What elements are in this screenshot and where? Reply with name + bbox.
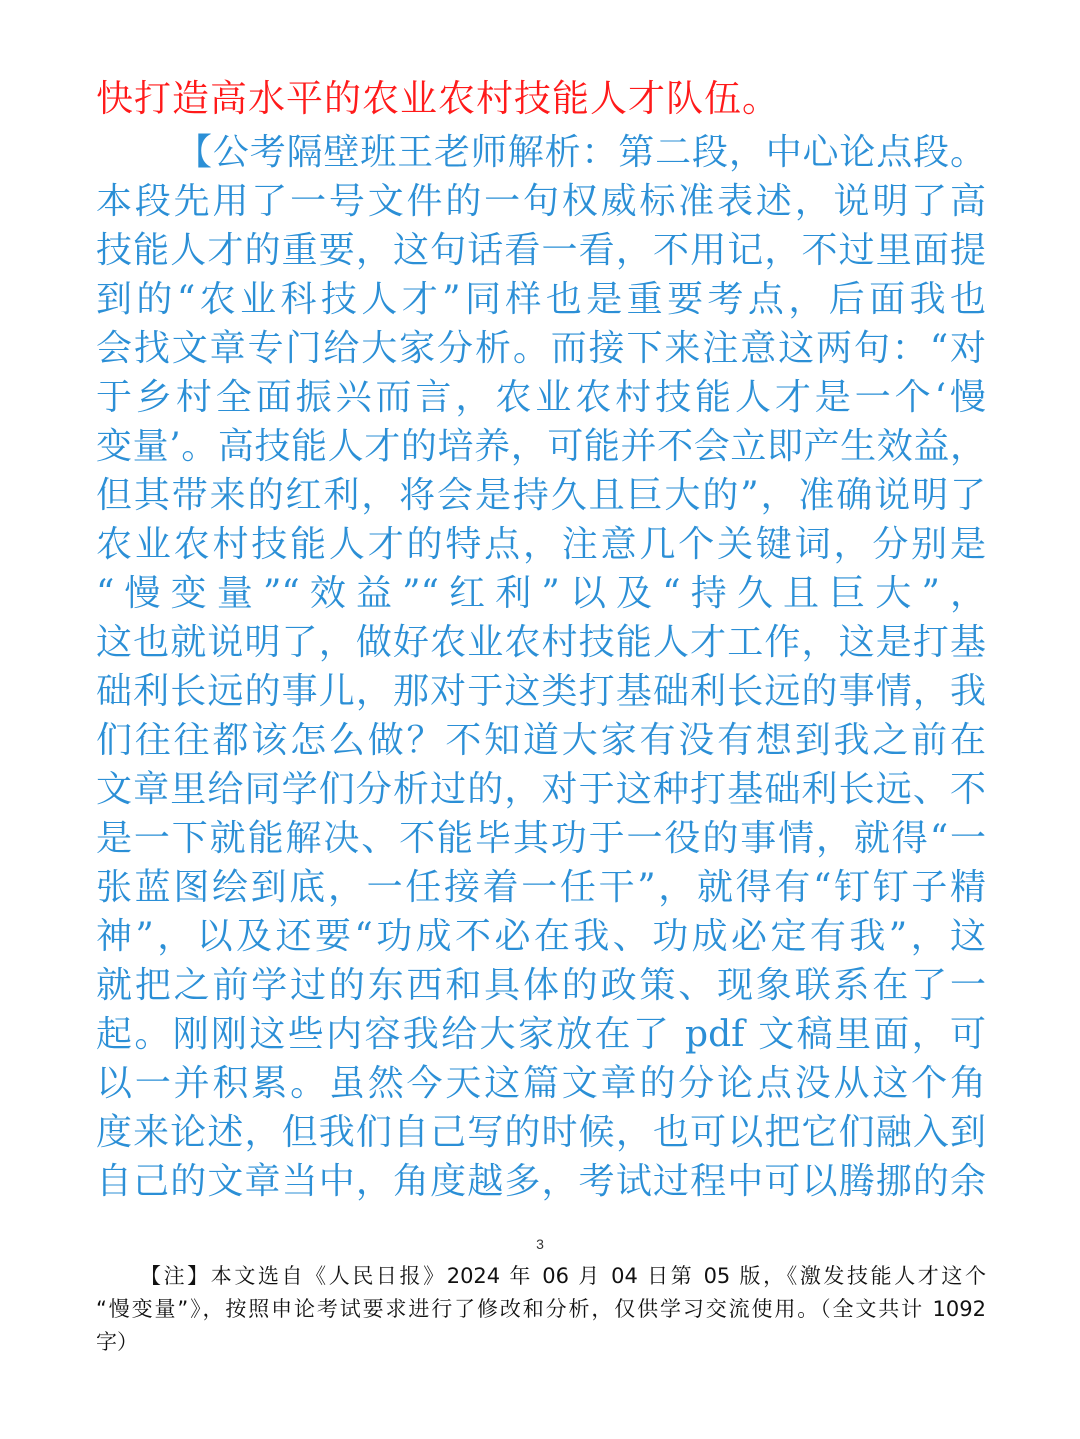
analysis-line: 变量’。高技能人才的培养，可能并不会立即产生效益， xyxy=(96,426,986,467)
analysis-line: 本段先用了一号文件的一句权威标准表述，说明了高 xyxy=(96,181,986,222)
analysis-paragraph xyxy=(96,128,986,1206)
analysis-line: 张蓝图绘到底，一任接着一任干”，就得有“钉钉子精 xyxy=(96,867,986,908)
analysis-line: 自己的文章当中，角度越多，考试过程中可以腾挪的余 xyxy=(96,1161,986,1202)
page-number: 3 xyxy=(536,1236,544,1252)
analysis-line: 于乡村全面振兴而言，农业农村技能人才是一个‘慢 xyxy=(96,377,986,418)
note-line: 【注】本文选自《人民日报》2024 年 06 月 04 日第 05 版，《激发技能人才这个 xyxy=(140,1264,986,1288)
analysis-line: 们往往都该怎么做？不知道大家有没有想到我之前在 xyxy=(96,720,986,761)
analysis-line: 到的“农业科技人才”同样也是重要考点，后面我也 xyxy=(96,279,986,320)
analysis-line: “慢变量”“效益”“红利”以及“持久且巨大”， xyxy=(96,573,986,614)
analysis-line: 础利长远的事儿，那对于这类打基础利长远的事情，我 xyxy=(96,671,986,712)
analysis-line: 但其带来的红利，将会是持久且巨大的”，准确说明了 xyxy=(96,475,986,516)
note-line: 字） xyxy=(96,1330,138,1354)
analysis-line: 文章里给同学们分析过的，对于这种打基础利长远、不 xyxy=(96,769,986,810)
analysis-line: 以一并积累。虽然今天这篇文章的分论点没从这个角 xyxy=(96,1063,986,1104)
analysis-line: 【公考隔壁班王老师解析：第二段，中心论点段。 xyxy=(176,132,986,173)
analysis-line: 技能人才的重要，这句话看一看，不用记，不过里面提 xyxy=(96,230,986,271)
analysis-line: 是一下就能解决、不能毕其功于一役的事情，就得“一 xyxy=(96,818,986,859)
analysis-line: 神”，以及还要“功成不必在我、功成必定有我”，这 xyxy=(96,916,986,957)
analysis-line: 这也就说明了，做好农业农村技能人才工作，这是打基 xyxy=(96,622,986,663)
analysis-line: 农业农村技能人才的特点，注意几个关键词，分别是 xyxy=(96,524,986,565)
analysis-line: 起。刚刚这些内容我给大家放在了 pdf 文稿里面，可 xyxy=(96,1014,986,1055)
source-note xyxy=(96,1260,986,1359)
analysis-line: 会找文章专门给大家分析。而接下来注意这两句：“对 xyxy=(96,328,986,369)
note-line: “慢变量”》，按照申论考试要求进行了修改和分析，仅供学习交流使用。（全文共计 1092 xyxy=(96,1297,986,1321)
analysis-line: 就把之前学过的东西和具体的政策、现象联系在了一 xyxy=(96,965,986,1006)
analysis-line: 度来论述，但我们自己写的时候，也可以把它们融入到 xyxy=(96,1112,986,1153)
heading-line: 快打造高水平的农业农村技能人才队伍。 xyxy=(96,77,780,120)
